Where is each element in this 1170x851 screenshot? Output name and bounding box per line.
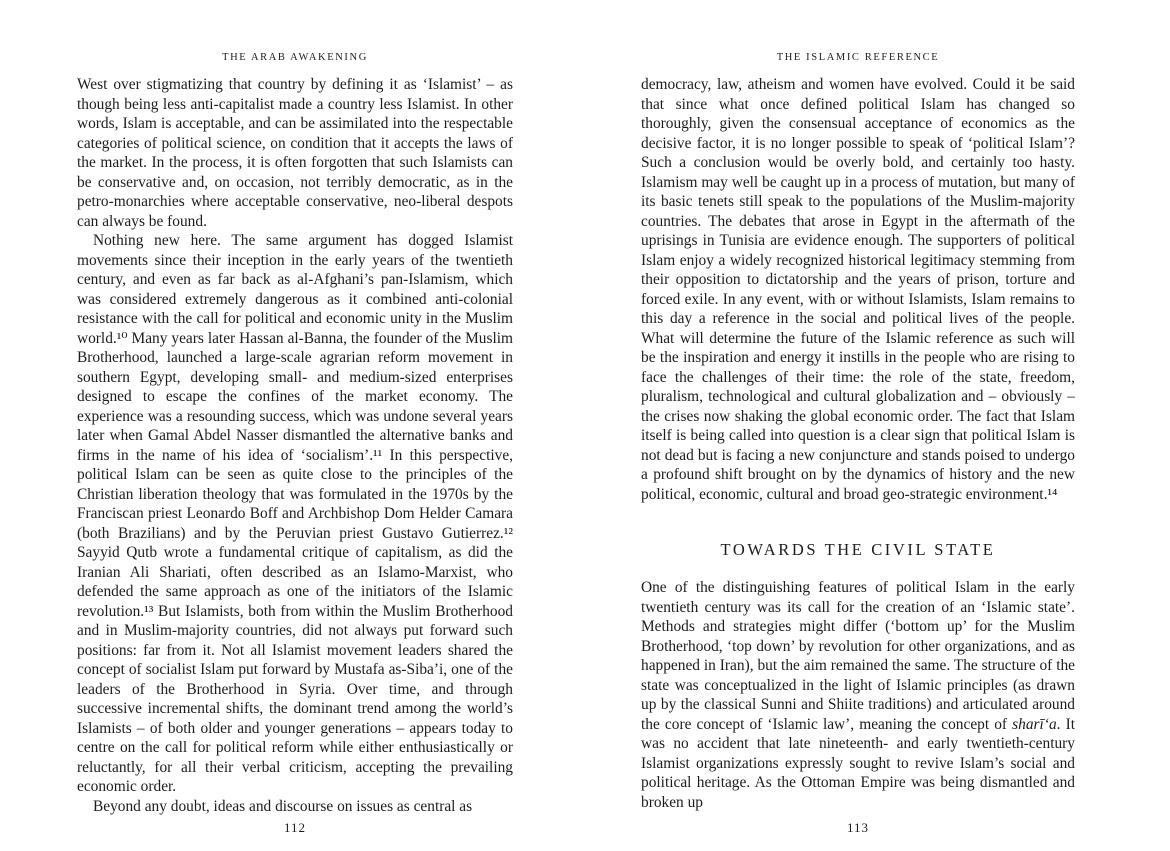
left-page <box>77 0 513 851</box>
paragraph <box>641 578 1075 812</box>
paragraph: West over stigmatizing that country by defining it as ‘Islamist’ – as though being less anti-capitalist made a country less Islamist. In other words, Islam is acceptable, and can be assimilated into the respectable categories of political science, on condition that it accepts the laws of the market. In the process, it is often forgotten that such Islamists can be conservative and, on occasion, not terribly democratic, as in the petro-monarchies where acceptable conservative, neo-liberal despots can always be found. <box>77 76 513 230</box>
right-page-body-lower <box>641 578 1075 812</box>
right-page-body-upper <box>641 75 1075 504</box>
running-head-right: THE ISLAMIC REFERENCE <box>776 52 940 63</box>
paragraph-text: One of the distinguishing features of political Islam in the early twentieth century was its call for the creation of an ‘Islamic state’. Methods and strategies might differ (‘bottom up’ for the Muslim Brotherhood, ‘top down’ by revolution for other organizations, and as happened in Iran), but the aim remained the same. The structure of the state was conceptualized in the light of Islamic principles (as drawn up by the classical Sunni and Shiite traditions) and articulated around the core concept of ‘Islamic law’, meaning the concept of <box>641 579 1075 733</box>
paragraph: Beyond any doubt, ideas and discourse on issues as central as <box>93 797 473 815</box>
italic-term: sharī‘a <box>1012 715 1057 733</box>
page-number-right: 113 <box>846 820 870 835</box>
section-heading: TOWARDS THE CIVIL STATE <box>720 540 996 559</box>
running-head-left: THE ARAB AWAKENING <box>222 52 368 63</box>
paragraph: Nothing new here. The same argument has dogged Islamist movements since their inception in the early years of the twentieth century, and even as far back as al-Afghani’s pan-Islamism, which was considered extremely dangerous as it combined anti-colonial resistance with the call for political and economic unity in the Muslim world.¹⁰ Many years later Hassan al-Banna, the founder of the Muslim Brotherhood, launched a large-scale agrarian reform movement in southern Egypt, developing small- and medium-sized enterprises designed to escape the confines of the market economy. The experience was a resounding success, which was undone several years later when Gamal Abdel Nasser dismantled the alternative banks and firms in the name of his idea of ‘socialism’.¹¹ In this perspective, political Islam can be seen as quite close to the principles of the Christian liberation theology that was formulated in the 1970s by the Franciscan priest Leonardo Boff and Archbishop Dom Helder Camara (both Brazilians) and by the Peruvian priest Gustavo Gutierrez.¹² Sayyid Qutb wrote a fundamental critique of capitalism, as did the Iranian Ali Shariati, often described as an Islamo-Marxist, who defended the same approach as one of the initiators of the Islamic revolution.¹³ But Islamists, both from within the Muslim Brotherhood and in Muslim-majority countries, did not always put forward such positions: far from it. Not all Islamist movement leaders shared the concept of socialist Islam put forward by Mustafa as-Siba’i, one of the leaders of the Brotherhood in Syria. Over time, and through successive incremental shifts, the dominant trend among the world’s Islamists – of both older and younger generations – appears today to centre on the call for political reform while either enthusiastically or reluctantly, for all their verbal criticism, accepting the prevailing economic order. <box>77 232 513 795</box>
paragraph: democracy, law, atheism and women have evolved. Could it be said that since what once defined political Islam has changed so thoroughly, given the consensual acceptance of economics as the decisive factor, it is no longer possible to speak of ‘political Islam’? Such a conclusion would be overly bold, and certainly too hasty. Islamism may well be caught up in a process of mutation, but many of its basic tenets still speak to the populations of the Muslim-majority countries. The debates that arose in Egypt in the aftermath of the uprisings in Tunisia are evidence enough. The supporters of political Islam enjoy a widely recognized historical legitimacy stemming from their opposition to dictatorship and the years of prison, torture and forced exile. In any event, with or without Islamists, Islam remains to this day a reference in the social and political lives of the people. What will determine the future of the Islamic reference as such will be the inspiration and energy it instills in the people who are rising to face the challenges of their time: the role of the state, freedom, pluralism, technological and cultural globalization and – obviously – the crises now shaking the global economic order. The fact that Islam itself is being called into question is a clear sign that political Islam is not dead but is facing a new conjuncture and stands poised to undergo a profound shift brought on by the dynamics of history and the new political, economic, cultural and broad geo-strategic environment.¹⁴ <box>641 76 1075 503</box>
page-number-left: 112 <box>283 820 307 835</box>
paragraph-text: . It was no accident that late nineteenth- and early twentieth-century Islamist organizations expressly sought to revive Islam’s social and political heritage. As the Ottoman Empire was being dismantled and broken up <box>641 715 1076 811</box>
right-page <box>641 0 1075 851</box>
left-page-body <box>77 75 513 816</box>
